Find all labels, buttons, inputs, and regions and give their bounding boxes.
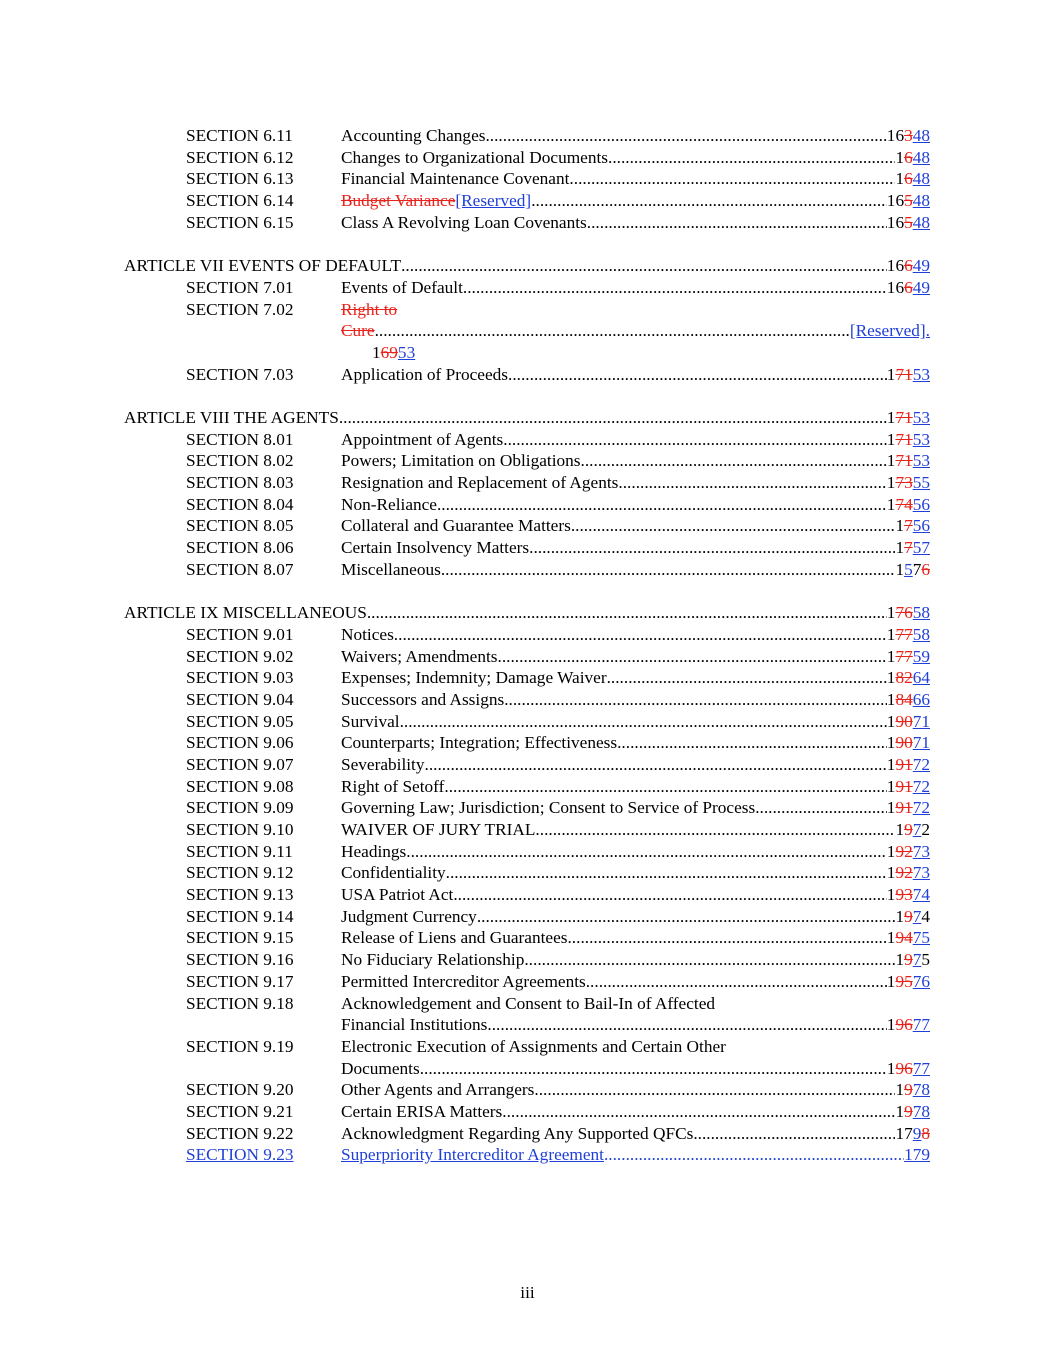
page-number: iii bbox=[520, 1283, 535, 1302]
page-ref: 19677 bbox=[886, 1058, 930, 1078]
toc-entry-section-9-09[interactable] bbox=[0, 797, 1055, 819]
section-title: Successors and Assigns bbox=[341, 689, 505, 709]
page-ref: 19677 bbox=[886, 1015, 930, 1035]
section-number: SECTION 8.06 bbox=[186, 538, 294, 558]
section-number: SECTION 7.01 bbox=[186, 277, 294, 297]
section-number: SECTION 6.13 bbox=[186, 169, 294, 189]
page-ref: 1648 bbox=[895, 169, 930, 189]
section-number: SECTION 9.17 bbox=[186, 971, 294, 991]
section-title: Non-Reliance bbox=[341, 494, 437, 514]
toc-entry-article-9[interactable] bbox=[0, 602, 1055, 624]
toc-entry-section-6-14[interactable] bbox=[0, 190, 1055, 212]
article-title: ARTICLE IX MISCELLANEOUS bbox=[124, 603, 367, 623]
page-ref: 1975 bbox=[895, 950, 930, 970]
page-ref: 16649 bbox=[886, 277, 930, 297]
page-ref: 19172 bbox=[886, 776, 930, 796]
toc-entry-section-8-06[interactable] bbox=[0, 537, 1055, 559]
page-ref: 19475 bbox=[886, 928, 930, 948]
section-number: SECTION 8.05 bbox=[186, 516, 294, 536]
page-ref: 17153 bbox=[886, 407, 930, 427]
toc-entry-section-9-18-cont[interactable] bbox=[0, 1014, 1055, 1036]
section-number: SECTION 9.12 bbox=[186, 863, 294, 883]
section-title: WAIVER OF JURY TRIAL bbox=[341, 820, 536, 839]
section-number: SECTION 7.03 bbox=[186, 364, 294, 384]
toc-entry-article-7[interactable] bbox=[0, 255, 1055, 277]
section-number: SECTION 9.07 bbox=[186, 754, 294, 774]
section-title: No Fiduciary Relationship bbox=[341, 950, 525, 970]
page-ref: 16348 bbox=[886, 126, 930, 145]
section-title-deleted: Right to bbox=[341, 299, 398, 319]
page-ref: 1756 bbox=[895, 516, 930, 536]
page-ref: 1974 bbox=[895, 906, 930, 926]
section-title: Certain Insolvency Matters bbox=[341, 538, 530, 558]
section-title: Headings bbox=[341, 841, 407, 861]
toc-entry-section-9-20[interactable] bbox=[0, 1079, 1055, 1101]
page-ref: 16548 bbox=[886, 191, 930, 211]
toc-entry-section-6-15[interactable] bbox=[0, 212, 1055, 234]
section-title: Application of Proceeds bbox=[341, 364, 509, 384]
section-title-inserted: [Reserved]. bbox=[849, 321, 930, 341]
section-number: SECTION 8.01 bbox=[186, 429, 294, 449]
section-title: Electronic Execution of Assignments and Certain Other bbox=[341, 1036, 726, 1056]
toc-entry-section-9-02[interactable] bbox=[0, 646, 1055, 668]
section-title: Governing Law; Jurisdiction; Consent to Service of Process bbox=[341, 798, 756, 818]
section-number: SECTION 6.12 bbox=[186, 147, 294, 167]
section-number: SECTION 9.01 bbox=[186, 624, 294, 644]
section-number: SECTION 9.05 bbox=[186, 711, 294, 731]
toc-entry-section-7-01[interactable] bbox=[0, 277, 1055, 299]
section-title: Accounting Changes bbox=[341, 126, 486, 145]
page-ref: 16649 bbox=[886, 256, 930, 276]
section-number: SECTION 9.10 bbox=[186, 820, 294, 839]
page-ref: 17153 bbox=[886, 429, 930, 449]
section-title: Judgment Currency bbox=[341, 906, 477, 926]
toc-entry-section-9-08[interactable] bbox=[0, 776, 1055, 798]
toc-entry-section-6-11[interactable] bbox=[0, 125, 1055, 147]
section-title: Changes to Organizational Documents bbox=[341, 147, 608, 167]
toc-entry-section-9-22[interactable] bbox=[0, 1123, 1055, 1145]
toc-entry-section-7-02[interactable] bbox=[0, 299, 1055, 321]
toc-entry-section-9-21[interactable] bbox=[0, 1101, 1055, 1123]
section-title: Resignation and Replacement of Agents bbox=[341, 473, 619, 492]
toc-entry-section-9-07[interactable] bbox=[0, 754, 1055, 776]
section-number: SECTION 9.22 bbox=[186, 1123, 294, 1143]
toc-entry-section-6-13[interactable] bbox=[0, 168, 1055, 190]
table-of-contents bbox=[0, 125, 1055, 1166]
section-number: SECTION 9.21 bbox=[186, 1101, 294, 1121]
toc-entry-article-8[interactable] bbox=[0, 407, 1055, 429]
page-ref: 1972 bbox=[895, 820, 930, 839]
section-title: Survival bbox=[341, 711, 400, 731]
toc-entry-section-9-14[interactable] bbox=[0, 906, 1055, 928]
section-title: Miscellaneous. bbox=[341, 559, 446, 579]
toc-entry-section-7-03[interactable] bbox=[0, 364, 1055, 386]
section-number: SECTION 6.11 bbox=[186, 126, 293, 145]
section-number: SECTION 7.02 bbox=[186, 299, 294, 319]
section-title: USA Patriot Act bbox=[341, 885, 454, 905]
section-number: SECTION 9.16 bbox=[186, 950, 294, 970]
toc-entry-section-7-02-page[interactable] bbox=[0, 342, 1055, 364]
section-number: SECTION 8.03 bbox=[186, 473, 294, 492]
toc-entry-section-9-13[interactable] bbox=[0, 884, 1055, 906]
section-title: Financial Maintenance Covenant bbox=[341, 169, 570, 189]
section-title: Counterparts; Integration; Effectiveness bbox=[341, 733, 618, 753]
section-title-deleted: Cure bbox=[341, 321, 375, 341]
section-title: Release of Liens and Guarantees bbox=[341, 928, 568, 948]
page-ref: 17658 bbox=[886, 603, 930, 623]
page-ref: 17153 bbox=[886, 364, 930, 384]
section-title: Expenses; Indemnity; Damage Waiver bbox=[341, 668, 607, 688]
section-title: Right of Setoff bbox=[341, 776, 445, 796]
page-ref: 17456 bbox=[886, 494, 930, 514]
section-number: SECTION 9.06 bbox=[186, 733, 294, 753]
section-title: Events of Default bbox=[341, 277, 463, 297]
page-ref: 19172 bbox=[886, 754, 930, 774]
section-number: SECTION 9.13 bbox=[186, 885, 294, 905]
toc-entry-section-8-05[interactable] bbox=[0, 515, 1055, 537]
section-title: Notices bbox=[341, 624, 394, 644]
toc-entry-section-9-16[interactable] bbox=[0, 949, 1055, 971]
section-number: SECTION 8.07 bbox=[186, 559, 294, 579]
section-title: Appointment of Agents. bbox=[341, 429, 508, 449]
section-title: Powers; Limitation on Obligations bbox=[341, 451, 581, 471]
section-number: SECTION 9.08 bbox=[186, 776, 294, 796]
toc-entry-section-9-01[interactable] bbox=[0, 624, 1055, 646]
section-number: SECTION 9.14 bbox=[186, 906, 294, 926]
section-number: SECTION 6.14 bbox=[186, 191, 294, 211]
page-ref: 18264 bbox=[886, 668, 930, 688]
section-number: SECTION 9.03 bbox=[186, 668, 294, 688]
section-number: SECTION 9.11 bbox=[186, 841, 293, 861]
section-title: Budget Variance[Reserved]. bbox=[341, 191, 536, 211]
section-title: Waivers; Amendments bbox=[341, 646, 498, 666]
article-title: ARTICLE VIII THE AGENTS bbox=[124, 407, 339, 427]
page-ref: 17355 bbox=[886, 473, 930, 492]
page-ref: 19576 bbox=[886, 971, 930, 991]
toc-entry-section-9-19[interactable] bbox=[0, 1036, 1055, 1058]
section-title-cont: Financial Institutions bbox=[341, 1015, 488, 1035]
toc-entry-section-9-15[interactable] bbox=[0, 927, 1055, 949]
section-number: SECTION 9.04 bbox=[186, 689, 294, 709]
toc-entry-section-8-03[interactable] bbox=[0, 472, 1055, 494]
page-ref: 16953 bbox=[372, 342, 416, 362]
section-number: SECTION 9.09 bbox=[186, 798, 294, 818]
page-ref: 1757 bbox=[895, 538, 930, 558]
section-title: Severability bbox=[341, 754, 425, 774]
toc-entry-section-8-07[interactable] bbox=[0, 559, 1055, 581]
page-ref: 19071 bbox=[886, 711, 930, 731]
toc-entry-section-9-05[interactable] bbox=[0, 711, 1055, 733]
page-ref: 1978 bbox=[895, 1080, 930, 1100]
page-ref: 1648 bbox=[895, 147, 930, 167]
page-ref: 17758 bbox=[886, 624, 930, 644]
toc-entry-section-6-12[interactable] bbox=[0, 147, 1055, 169]
section-title: Acknowledgment Regarding Any Supported QFCs bbox=[341, 1123, 694, 1143]
toc-entry-section-9-17[interactable] bbox=[0, 971, 1055, 993]
toc-entry-section-7-02-cont[interactable] bbox=[0, 320, 1055, 342]
section-number: SECTION 8.02 bbox=[186, 451, 294, 471]
toc-entry-section-9-10[interactable] bbox=[0, 819, 1055, 841]
section-title: Other Agents and Arrangers bbox=[341, 1080, 535, 1100]
toc-entry-section-9-03[interactable] bbox=[0, 667, 1055, 689]
section-title-cont: Documents bbox=[341, 1058, 420, 1078]
section-number: SECTION 8.04 bbox=[186, 494, 294, 514]
page-ref: 19071 bbox=[886, 733, 930, 753]
page-ref: 18466 bbox=[886, 689, 930, 709]
section-number[interactable]: SECTION 9.23 bbox=[186, 1145, 294, 1165]
page-ref: 1798 bbox=[895, 1123, 930, 1143]
section-number: SECTION 9.20 bbox=[186, 1080, 294, 1100]
toc-entry-section-9-06[interactable] bbox=[0, 732, 1055, 754]
section-title: Collateral and Guarantee Matters bbox=[341, 516, 571, 536]
page-ref: 19374 bbox=[886, 885, 930, 905]
page-ref: 17153 bbox=[886, 451, 930, 471]
section-title: Permitted Intercreditor Agreements bbox=[341, 971, 586, 991]
page-ref: 19273 bbox=[886, 863, 930, 883]
toc-entry-section-8-01[interactable] bbox=[0, 429, 1055, 451]
toc-entry-section-9-11[interactable] bbox=[0, 841, 1055, 863]
page-ref: 16548 bbox=[886, 212, 930, 232]
section-number: SECTION 9.19 bbox=[186, 1036, 294, 1056]
page-ref: 17759 bbox=[886, 646, 930, 666]
section-number: SECTION 9.02 bbox=[186, 646, 294, 666]
section-title: Confidentiality bbox=[341, 863, 446, 883]
section-number: SECTION 9.15 bbox=[186, 928, 294, 948]
toc-entry-section-8-02[interactable] bbox=[0, 450, 1055, 472]
toc-entry-section-9-23[interactable] bbox=[0, 1144, 1055, 1166]
toc-entry-section-9-18[interactable] bbox=[0, 993, 1055, 1015]
toc-entry-section-9-19-cont[interactable] bbox=[0, 1058, 1055, 1080]
section-title: Acknowledgement and Consent to Bail-In of Affected bbox=[341, 993, 716, 1013]
article-title: ARTICLE VII EVENTS OF DEFAULT bbox=[124, 256, 402, 276]
page-ref: 1978 bbox=[895, 1101, 930, 1121]
toc-entry-section-8-04[interactable] bbox=[0, 494, 1055, 516]
section-number: SECTION 6.15 bbox=[186, 212, 294, 232]
page-ref: 19172 bbox=[886, 798, 930, 818]
page-ref: 19273 bbox=[886, 841, 930, 861]
section-title: Class A Revolving Loan Covenants bbox=[341, 212, 587, 232]
toc-entry-section-9-12[interactable] bbox=[0, 862, 1055, 884]
toc-entry-section-9-04[interactable] bbox=[0, 689, 1055, 711]
section-title: Certain ERISA Matters bbox=[341, 1101, 503, 1121]
page-ref[interactable]: 179 bbox=[904, 1145, 930, 1165]
section-number: SECTION 9.18 bbox=[186, 993, 294, 1013]
section-title[interactable]: Superpriority Intercreditor Agreement bbox=[341, 1145, 604, 1165]
page-ref: 1576 bbox=[895, 559, 930, 579]
